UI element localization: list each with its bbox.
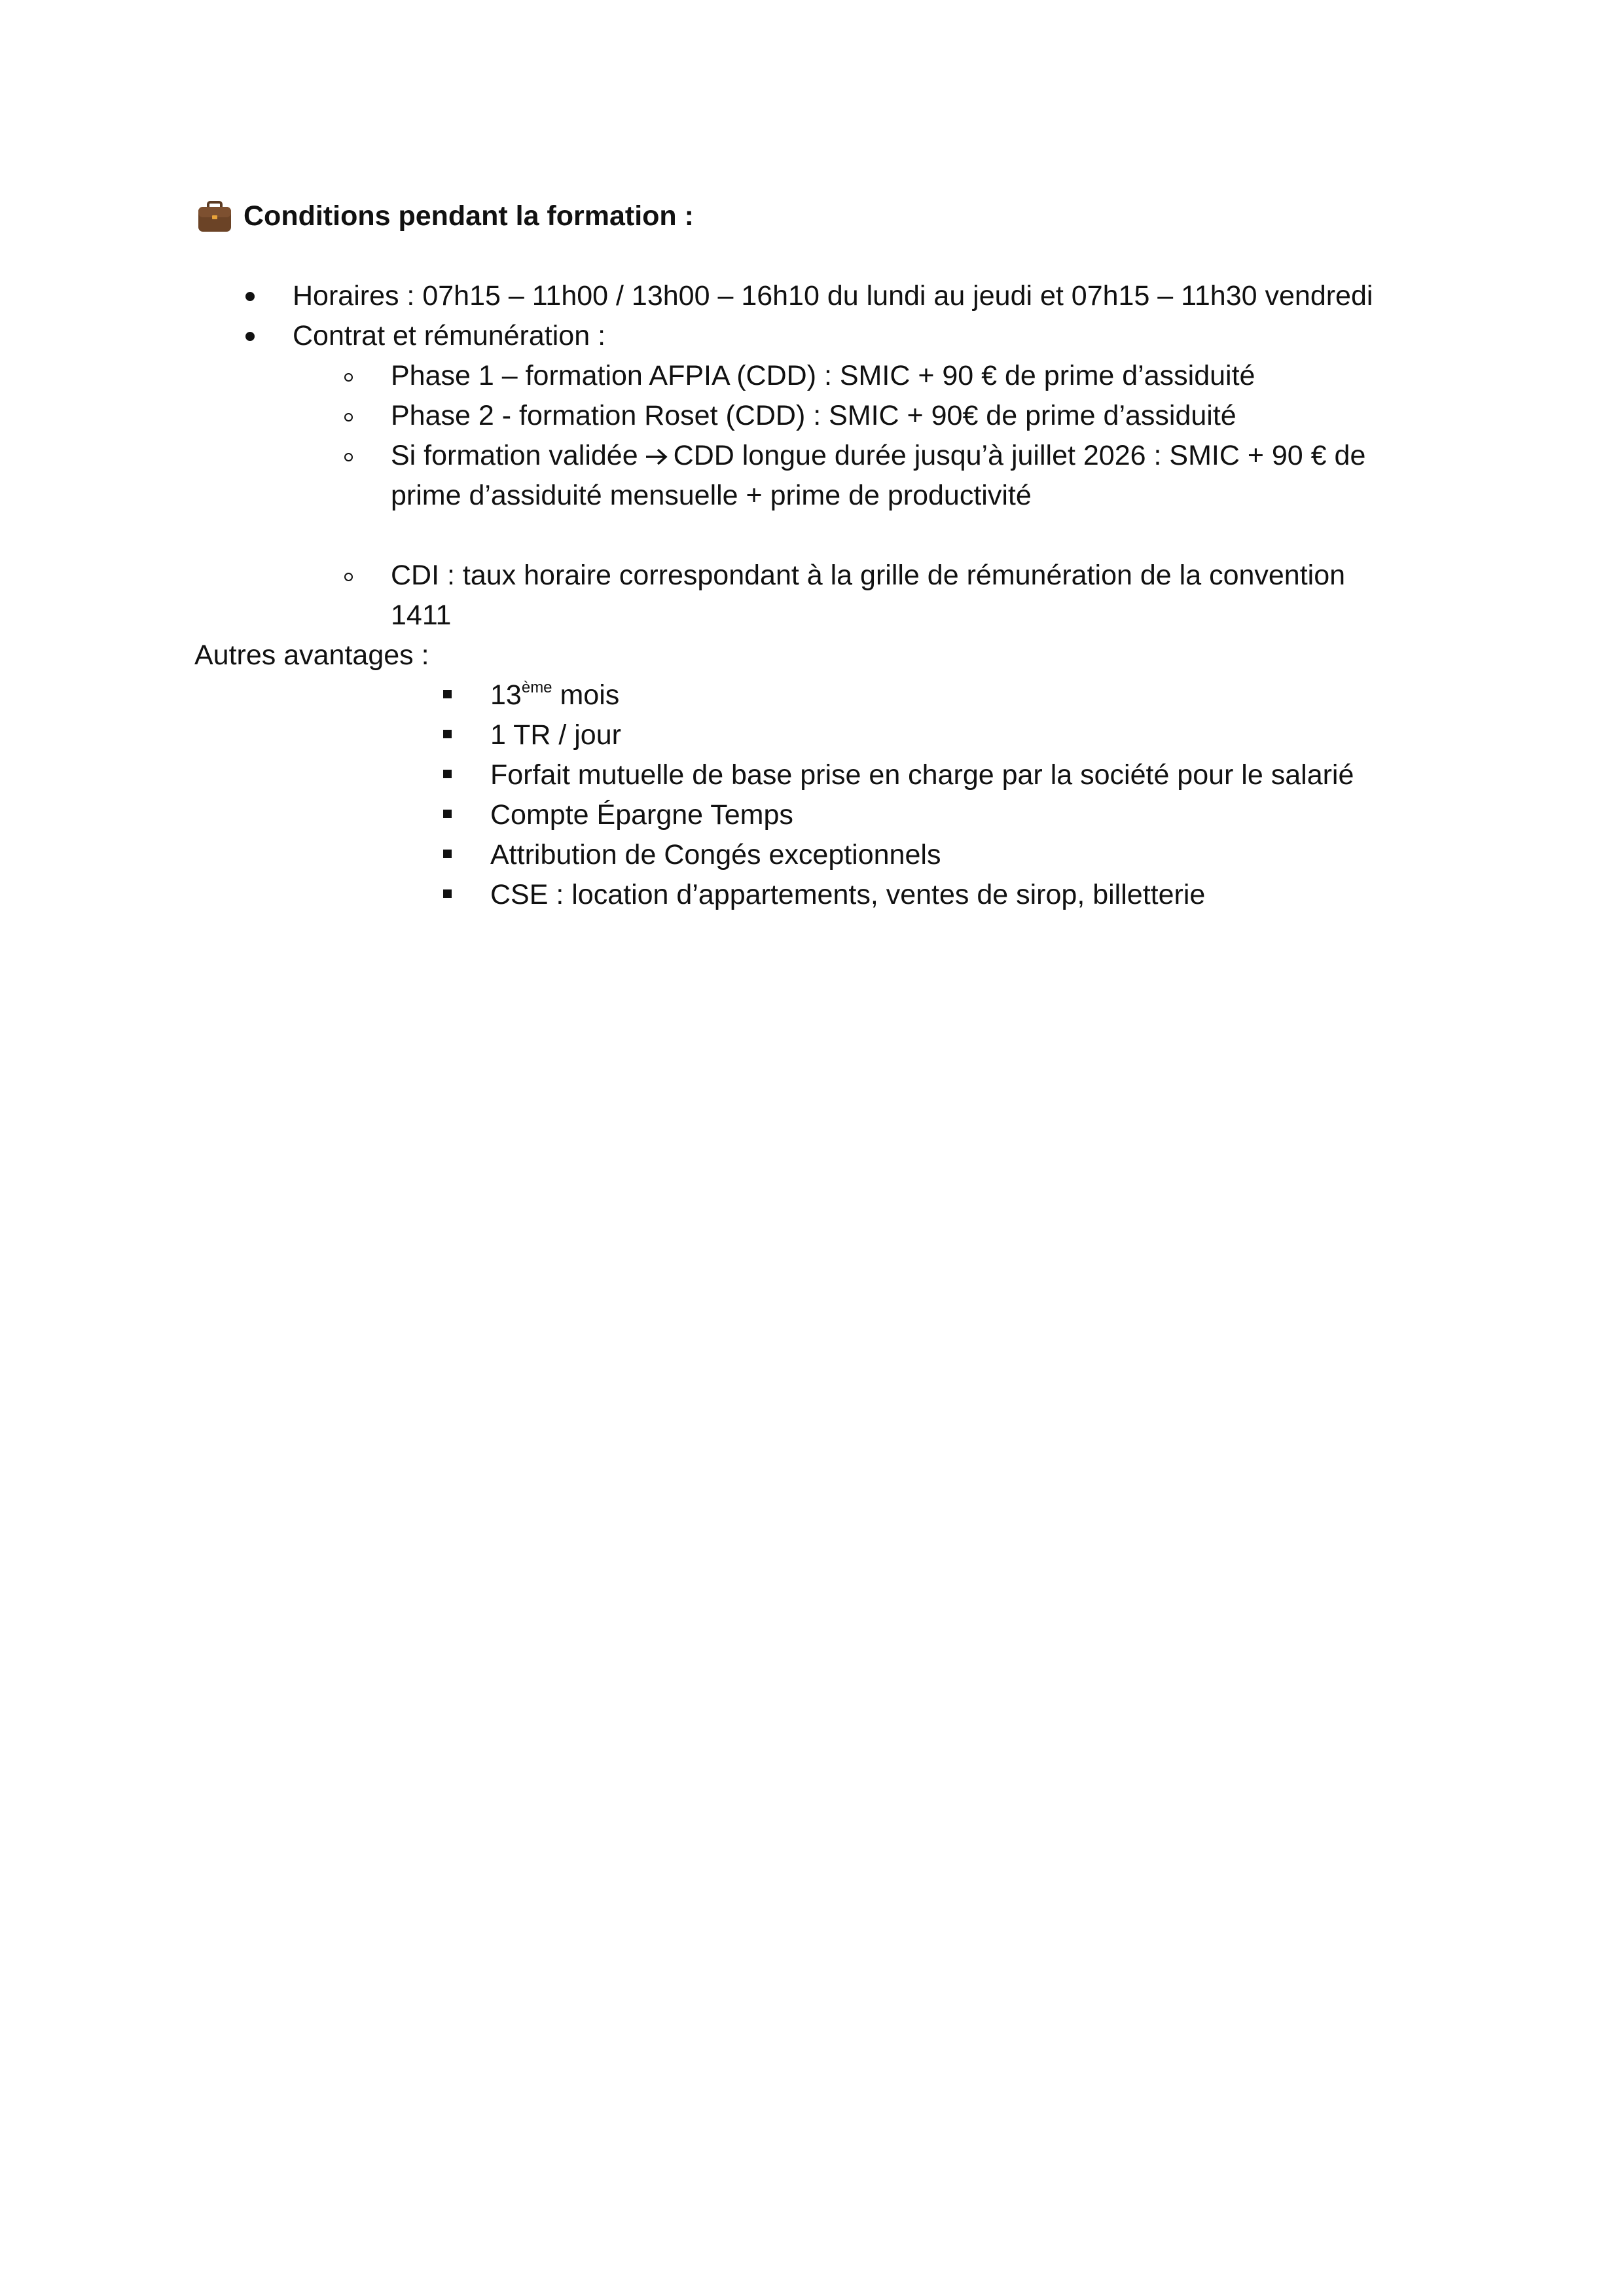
validee-text-before: Si formation validée — [391, 440, 638, 471]
bullet-square-icon — [443, 889, 452, 898]
list-item-mutuelle: Forfait mutuelle de base prise en charge par la société pour le salarié — [490, 759, 1354, 791]
bullet-circle-icon — [344, 453, 353, 461]
bullet-circle-icon — [344, 573, 353, 581]
list-item-validee — [391, 436, 1365, 476]
list-item-horaires: Horaires : 07h15 – 11h00 / 13h00 – 16h10 du lundi au jeudi et 07h15 – 11h30 vendredi — [293, 280, 1373, 312]
bullet-disc-icon — [245, 332, 255, 341]
list-item-13eme-mois — [490, 675, 619, 715]
list-item-cdi-continued: 1411 — [391, 600, 452, 631]
section-heading-text: Conditions pendant la formation : — [244, 200, 694, 232]
avantages-label: Autres avantages : — [194, 639, 429, 671]
list-item-conges: Attribution de Congés exceptionnels — [490, 839, 941, 870]
list-item-tr: 1 TR / jour — [490, 719, 621, 751]
bullet-square-icon — [443, 690, 452, 698]
validee-text-after: CDD longue durée jusqu’à juillet 2026 : SMIC + 90 € de — [673, 440, 1366, 471]
briefcase-icon — [196, 198, 233, 235]
list-item-cdi: CDI : taux horaire correspondant à la grille de rémunération de la convention — [391, 560, 1346, 591]
bullet-square-icon — [443, 730, 452, 738]
bullet-square-icon — [443, 850, 452, 858]
bullet-circle-icon — [344, 413, 353, 422]
bullet-square-icon — [443, 810, 452, 818]
bullet-circle-icon — [344, 373, 353, 382]
bullet-square-icon — [443, 770, 452, 778]
mois-number: 13 — [490, 679, 522, 711]
mois-superscript: ème — [521, 679, 552, 696]
list-item-phase1: Phase 1 – formation AFPIA (CDD) : SMIC + 90 € de prime d’assiduité — [391, 360, 1255, 391]
mois-word: mois — [552, 679, 620, 711]
list-item-contrat: Contrat et rémunération : — [293, 320, 606, 351]
bullet-disc-icon — [245, 292, 255, 301]
list-item-epargne-temps: Compte Épargne Temps — [490, 799, 793, 831]
section-heading — [196, 196, 694, 236]
list-item-validee-continued: prime d’assiduité mensuelle + prime de productivité — [391, 480, 1032, 511]
list-item-phase2: Phase 2 - formation Roset (CDD) : SMIC + 90€ de prime d’assiduité — [391, 400, 1236, 431]
arrow-right-icon — [645, 447, 668, 467]
list-item-cse: CSE : location d’appartements, ventes de sirop, billetterie — [490, 879, 1206, 910]
